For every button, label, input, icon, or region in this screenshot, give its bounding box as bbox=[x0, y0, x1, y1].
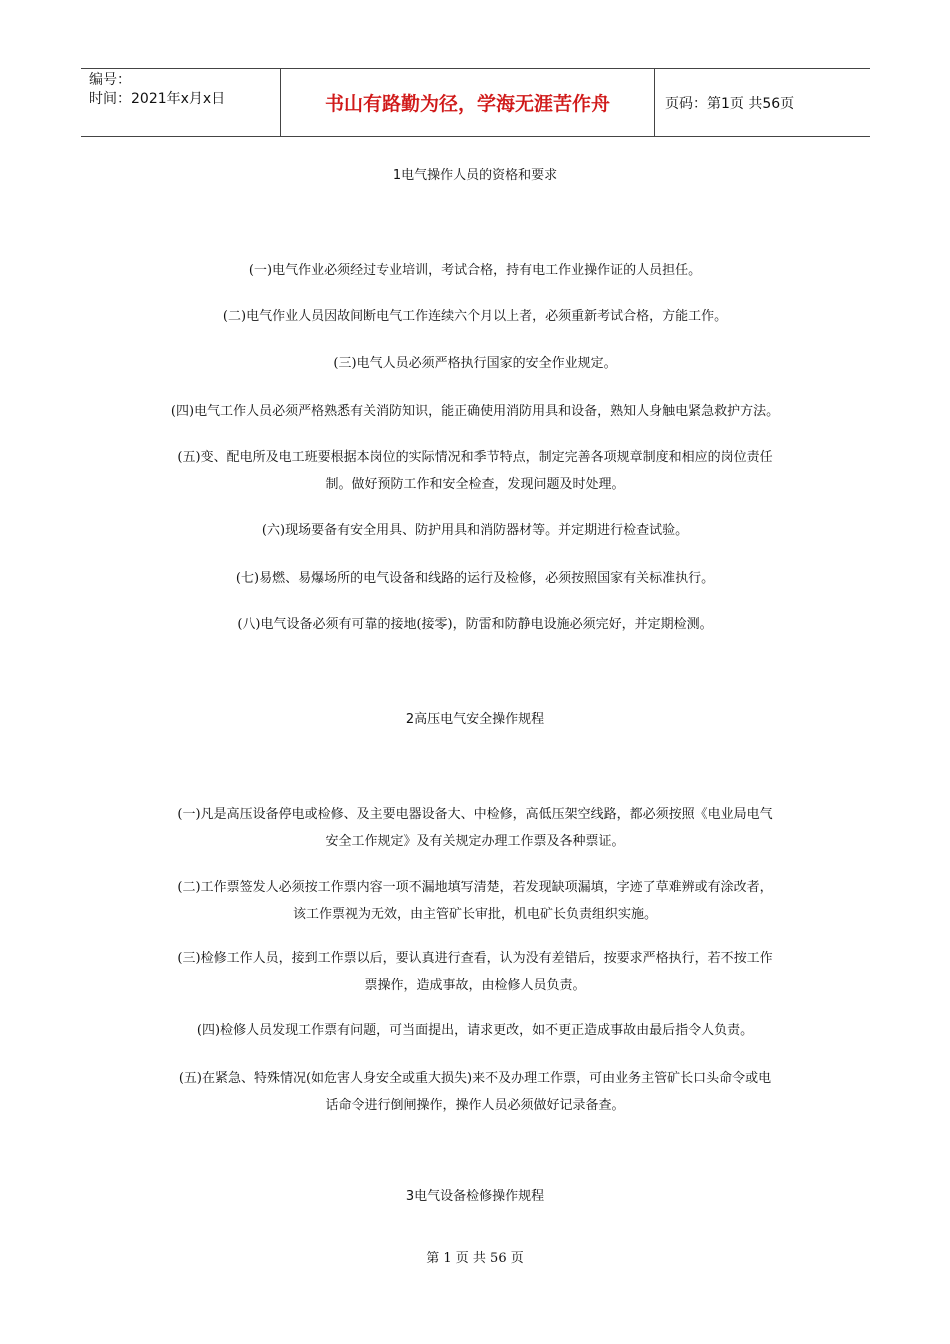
paragraph-line: (一)电气作业必须经过专业培训，考试合格，持有电工作业操作证的人员担任。 bbox=[248, 263, 702, 278]
paragraph-line: (四)检修人员发现工作票有问题，可当面提出，请求更改，如不更正造成事故由最后指令人负责。 bbox=[196, 1023, 754, 1038]
paragraph-line: (五)在紧急、特殊情况(如危害人身安全或重大损失)来不及办理工作票，可由业务主管矿长口头命令或电 bbox=[178, 1071, 772, 1086]
section-heading: 1电气操作人员的资格和要求 bbox=[392, 168, 558, 183]
paragraph-line: 票操作，造成事故，由检修人员负责。 bbox=[364, 978, 586, 993]
header-motto: 书山有路勤为径，学海无涯苦作舟 bbox=[281, 69, 655, 136]
paragraph-line: (七)易燃、易爆场所的电气设备和线路的运行及检修，必须按照国家有关标准执行。 bbox=[235, 571, 715, 586]
paragraph-line: (四)电气工作人员必须严格熟悉有关消防知识，能正确使用消防用具和设备，熟知人身触电紧急救护方法。 bbox=[170, 404, 780, 419]
document-time-label: 时间：2021年x月x日 bbox=[89, 91, 226, 107]
section-heading: 2高压电气安全操作规程 bbox=[405, 712, 545, 727]
paragraph-line: 安全工作规定》及有关规定办理工作票及各种票证。 bbox=[325, 834, 625, 849]
paragraph-line: 制。做好预防工作和安全检查，发现问题及时处理。 bbox=[325, 477, 625, 492]
paragraph-line: (五)变、配电所及电工班要根据本岗位的实际情况和季节特点，制定完善各项规章制度和相应的岗位责任 bbox=[177, 450, 773, 465]
paragraph-line: (六)现场要备有安全用具、防护用具和消防器材等。并定期进行检查试验。 bbox=[261, 523, 689, 538]
header-page-info: 页码：第1页 共56页 bbox=[665, 95, 795, 112]
paragraph-line: (八)电气设备必须有可靠的接地(接零)，防雷和防静电设施必须完好，并定期检测。 bbox=[237, 617, 713, 632]
paragraph-line: (二)电气作业人员因故间断电气工作连续六个月以上者，必须重新考试合格，方能工作。 bbox=[222, 309, 728, 324]
section-heading: 3电气设备检修操作规程 bbox=[405, 1189, 545, 1204]
page-header bbox=[81, 68, 870, 137]
paragraph-line: 该工作票视为无效，由主管矿长审批，机电矿长负责组织实施。 bbox=[292, 907, 657, 922]
paragraph-line: (三)电气人员必须严格执行国家的安全作业规定。 bbox=[333, 356, 617, 371]
paragraph-line: (三)检修工作人员，接到工作票以后，要认真进行查看，认为没有差错后，按要求严格执行，若不按工作 bbox=[177, 951, 773, 966]
paragraph-line: (一)凡是高压设备停电或检修、及主要电器设备大、中检修，高低压架空线路，都必须按照《电业局电气 bbox=[177, 807, 773, 822]
paragraph-line: (二)工作票签发人必须按工作票内容一项不漏地填写清楚，若发现缺项漏填，字迹了草难辨或有涂改者， bbox=[177, 880, 773, 895]
header-meta bbox=[81, 69, 281, 136]
document-number-label: 编号： bbox=[89, 72, 131, 88]
paragraph-line: 话命令进行倒闸操作，操作人员必须做好记录备查。 bbox=[325, 1098, 625, 1113]
page-footer: 第 1 页 共 56 页 bbox=[426, 1251, 524, 1266]
